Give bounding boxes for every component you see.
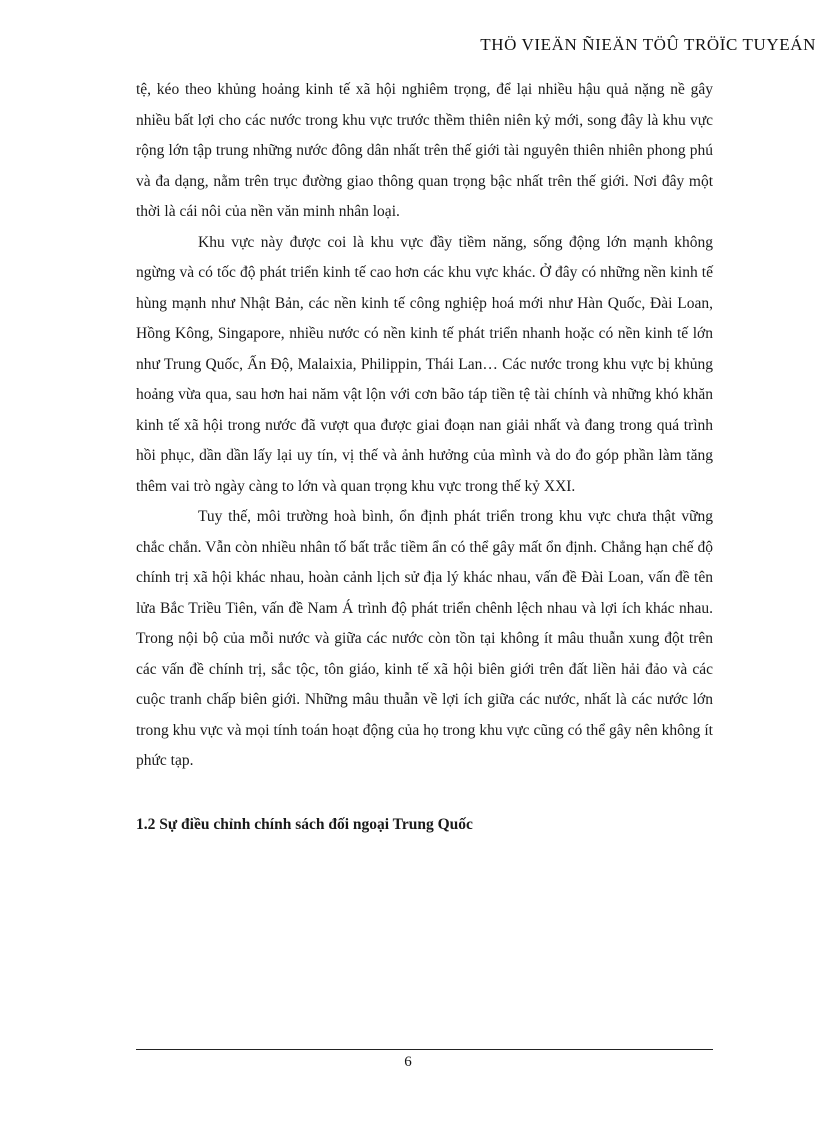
paragraph-1: tệ, kéo theo khủng hoảng kinh tế xã hội nghiêm trọng, để lại nhiều hậu quả nặng nề gây nhiều bất lợi cho các nước trong khu vực trước thềm thiên niên kỷ mới, song đây là khu vực rộng lớn tập trung những nước đông dân nhất trên thế giới tài nguyên thiên nhiên phong phú và đa dạng, nằm trên trục đường giao thông quan trọng bậc nhất trên thế giới. Nơi đây một thời là cái nôi của nền văn minh nhân loại.: [136, 81, 713, 220]
paragraph-3: Tuy thế, môi trường hoà bình, ổn định phát triển trong khu vực chưa thật vững chắc chắn. Vẫn còn nhiều nhân tố bất trắc tiềm ẩn có thể gây mất ổn định. Chẳng hạn chế độ chính trị xã hội khác nhau, hoàn cảnh lịch sử địa lý khác nhau, vấn đề Đài Loan, vấn đề tên lửa Bắc Triều Tiên, vấn đề Nam Á trình độ phát triển chênh lệch nhau và lợi ích khác nhau. Trong nội bộ của mỗi nước và giữa các nước còn tồn tại không ít mâu thuẫn xung đột trên các vấn đề chính trị, sắc tộc, tôn giáo, kinh tế xã hội biên giới trên đất liền hải đảo và các cuộc tranh chấp biên giới. Những mâu thuẫn về lợi ích giữa các nước, nhất là các nước lớn trong khu vực và mọi tính toán hoạt động của họ trong khu vực cũng có thể gây nên không ít phức tạp.: [136, 508, 713, 769]
document-body: [136, 75, 713, 840]
paragraph-2: Khu vực này được coi là khu vực đầy tiềm năng, sống động lớn mạnh không ngừng và có tốc độ phát triển kinh tế cao hơn các khu vực khác. Ở đây có những nền kinh tế hùng mạnh như Nhật Bản, các nền kinh tế công nghiệp hoá mới như Hàn Quốc, Đài Loan, Hồng Kông, Singapore, nhiều nước có nền kinh tế phát triển nhanh hoặc có nền kinh tế lớn như Trung Quốc, Ấn Độ, Malaixia, Philippin, Thái Lan… Các nước trong khu vực bị khủng hoảng vừa qua, sau hơn hai năm vật lộn với cơn bão táp tiền tệ tài chính và những khó khăn kinh tế xã hội trong nước đã vượt qua được giai đoạn nan giải nhất và đang trong quá trình hồi phục, dần dần lấy lại uy tín, vị thế và ảnh hưởng của mình và do đo góp phần làm tăng thêm vai trò ngày càng to lớn và quan trọng khu vực trong thế kỷ XXI.: [136, 233, 713, 495]
page-header-title: THÖ VIEÄN ÑIEÄN TÖÛ TRÖÏC TUYEÁN: [480, 35, 816, 54]
page-number: 6: [404, 1054, 412, 1070]
section-heading: 1.2 Sự điều chỉnh chính sách đối ngoại Trung Quốc: [136, 815, 473, 833]
footer-divider: [136, 1049, 713, 1050]
